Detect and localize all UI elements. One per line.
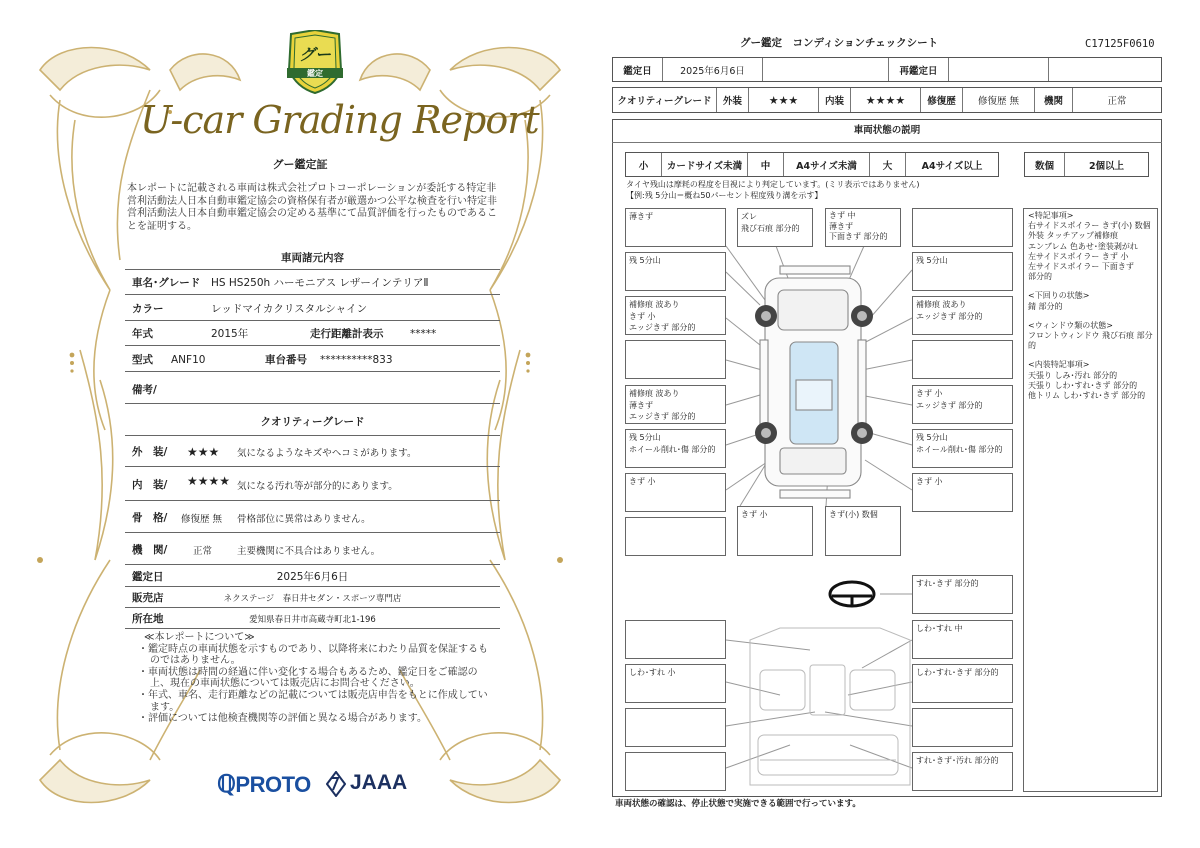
model-label: 型式 bbox=[132, 354, 153, 366]
engine-value: 正常 bbox=[193, 545, 213, 557]
frame-desc: 骨格部位に異常はありません。 bbox=[237, 513, 371, 525]
quality-grade-heading: クオリティーグレード bbox=[260, 416, 365, 428]
chassis-label: 車台番号 bbox=[265, 354, 307, 366]
note-box: きず 小 エッジきず 部分的 bbox=[912, 385, 1013, 424]
note-box bbox=[912, 708, 1013, 747]
note-box: すれ･きず 部分的 bbox=[912, 575, 1013, 614]
date-label: 鑑定日 bbox=[613, 58, 663, 81]
date-label: 鑑定日 bbox=[132, 571, 164, 583]
appraisal-row-date bbox=[125, 567, 500, 587]
exterior-desc: 気になるようなキズやヘコミがあります。 bbox=[237, 447, 417, 459]
goo-badge-logo bbox=[285, 30, 345, 94]
frame-value: 修復歴 無 bbox=[181, 513, 223, 525]
count-desc: 2個以上 bbox=[1088, 160, 1125, 172]
interior-text: 天張り しみ･汚れ 部分的 天張り しわ･すれ･きず 部分的 他トリム しわ･すれ･きず 部分的 bbox=[1028, 370, 1146, 401]
quality-row-exterior bbox=[125, 437, 500, 467]
note-item: ・年式、車名、走行距離などの記載については販売店申告をもとに作成しています。 bbox=[138, 689, 488, 713]
vehicle-specs-heading: 車両諸元内容 bbox=[281, 252, 344, 264]
year-value: 2015年 bbox=[211, 328, 249, 340]
interior-title: <内装特記事項> bbox=[1028, 360, 1090, 370]
repair-history-label: 修復歴 bbox=[921, 88, 963, 112]
dealer-value: ネクステージ 春日井セダン・スポーツ専門店 bbox=[223, 593, 402, 604]
mileage-label: 走行距離計表示 bbox=[310, 328, 384, 340]
sheet-id: C17125F0610 bbox=[1085, 38, 1155, 50]
note-box: きず(小) 数個 bbox=[825, 506, 901, 556]
quality-row-interior bbox=[125, 469, 500, 501]
spec-row-model bbox=[125, 348, 500, 372]
note-box bbox=[912, 340, 1013, 379]
quality-row-engine bbox=[125, 535, 500, 565]
under-title: <下回りの状態> bbox=[1028, 291, 1090, 301]
mileage-value: ***** bbox=[410, 327, 437, 340]
size-large: 大 bbox=[870, 153, 906, 176]
quality-row-frame bbox=[125, 503, 500, 533]
exterior-stars: ★★★ bbox=[187, 444, 220, 459]
special-title: <特記事項> bbox=[1028, 211, 1074, 220]
notes-label: 備考/ bbox=[132, 384, 157, 396]
color-label: カラー bbox=[132, 303, 164, 315]
note-box: 残 5分山 bbox=[625, 252, 726, 291]
repair-history-value: 修復歴 無 bbox=[963, 88, 1035, 112]
note-box: 残 5分山 bbox=[912, 252, 1013, 291]
name-label: 車名･グレード bbox=[132, 277, 201, 289]
proto-logo-text: PROTO bbox=[235, 772, 311, 797]
address-label: 所在地 bbox=[132, 613, 164, 625]
special-text: 右サイドスポイラー きず(小) 数個 外装 タッチアップ補修痕 エンブレム 色あせ･塗装剥がれ 左サイドスポイラー きず 小 左サイドスポイラー 下面きず 部分的 bbox=[1028, 221, 1151, 282]
note-box: しわ･すれ 中 bbox=[912, 620, 1013, 659]
window-text: フロントウィンドウ 飛び石痕 部分的 bbox=[1028, 331, 1153, 351]
appraisal-row-dealer bbox=[125, 588, 500, 608]
engine-value: 正常 bbox=[1107, 96, 1127, 107]
badge-kantei-text: 鑑定 bbox=[307, 69, 323, 78]
note-box: しわ･すれ 小 bbox=[625, 664, 726, 703]
engine-label: 機 関/ bbox=[132, 544, 168, 556]
note-box: 補修痕 波あり 薄きず エッジきず 部分的 bbox=[625, 385, 726, 424]
certificate-statement: 本レポートに記載される車両は株式会社プロトコーポレーションが委託する特定非営利活動法人日本自動車鑑定協会の資格保有者が厳選かつ公平な検査を行い特定非営利活動法人日本自動車鑑定協会の定める基準にて品質評価を行ったものであることを証明する。 bbox=[127, 183, 497, 232]
ucar-grading-report-title: U-car Grading Report bbox=[140, 98, 539, 142]
note-box: 残 5分山 ホイール削れ･傷 部分的 bbox=[912, 429, 1013, 468]
quality-grade-label: クオリティーグレード bbox=[613, 88, 717, 112]
note-box: きず 小 bbox=[737, 506, 813, 556]
note-box: きず 中 薄きず 下面きず 部分的 bbox=[825, 208, 901, 247]
note-box: きず 小 bbox=[625, 473, 726, 512]
size-small-desc: カードサイズ未満 bbox=[662, 153, 748, 176]
date-value: 2025年6月6日 bbox=[663, 58, 763, 81]
spec-row-color bbox=[125, 297, 500, 321]
note-box bbox=[625, 340, 726, 379]
certificate-title: グー鑑定証 bbox=[272, 158, 328, 171]
spec-row-year bbox=[125, 322, 500, 346]
size-small: 小 bbox=[626, 153, 662, 176]
note-box: 補修痕 波あり エッジきず 部分的 bbox=[912, 296, 1013, 335]
dealer-label: 販売店 bbox=[132, 592, 164, 604]
badge-goo-text: グー bbox=[298, 45, 331, 64]
divider bbox=[125, 269, 500, 270]
note-box bbox=[912, 208, 1013, 247]
exterior-label: 外装 bbox=[717, 88, 749, 112]
special-notes-panel bbox=[1023, 208, 1158, 792]
color-value: レッドマイカクリスタルシャイン bbox=[211, 303, 368, 315]
model-value: ANF10 bbox=[171, 353, 206, 366]
interior-label: 内 装/ bbox=[132, 479, 168, 491]
note-item: ・評価については他検査機関等の評価と異なる場合があります。 bbox=[138, 713, 427, 725]
note-box: 残 5分山 ホイール削れ･傷 部分的 bbox=[625, 429, 726, 468]
note-box: きず 小 bbox=[912, 473, 1013, 512]
note-item: ・鑑定時点の車両状態を示すものであり、以降将来にわたり品質を保証するものではありません。 bbox=[138, 643, 488, 667]
window-title: <ウィンドウ類の状態> bbox=[1028, 320, 1113, 330]
note-box bbox=[625, 752, 726, 791]
appraisal-row-address bbox=[125, 609, 500, 629]
note-box: すれ･きず･汚れ 部分的 bbox=[912, 752, 1013, 791]
notes-title: ≪本レポートについて≫ bbox=[144, 632, 255, 643]
exterior-stars: ★★★ bbox=[749, 88, 819, 112]
size-large-desc: A4サイズ以上 bbox=[921, 160, 983, 172]
proto-mark-icon: ℚ bbox=[217, 771, 236, 798]
name-value: HS HS250h ハーモニアス レザーインテリアⅡ bbox=[211, 277, 429, 289]
note-box: 補修痕 波あり きず 小 エッジきず 部分的 bbox=[625, 296, 726, 335]
condition-title: 車両状態の説明 bbox=[612, 119, 1162, 143]
note-box: 薄きず bbox=[625, 208, 726, 247]
note-box bbox=[625, 517, 726, 556]
engine-desc: 主要機関に不具合はありません。 bbox=[237, 545, 381, 557]
jaaa-mark-icon bbox=[326, 771, 346, 797]
year-label: 年式 bbox=[132, 328, 153, 340]
tire-note-example: 【例:残 5分山＝概ね50パーセント程度残り溝を示す】 bbox=[626, 190, 823, 200]
interior-label: 内装 bbox=[819, 88, 851, 112]
spec-row-notes bbox=[125, 376, 500, 404]
exterior-label: 外 装/ bbox=[132, 446, 168, 458]
interior-desc: 気になる汚れ等が部分的にあります。 bbox=[237, 480, 398, 492]
note-item: ・車両状態は時間の経過に伴い変化する場合もあるため、鑑定日をご確認の上、現在の車両状態については販売店にお問合せください。 bbox=[138, 666, 478, 690]
note-box bbox=[625, 620, 726, 659]
jaaa-logo-text: JAAA bbox=[350, 771, 408, 794]
under-text: 錆 部分的 bbox=[1028, 301, 1063, 311]
sheet-title: グー鑑定 コンディションチェックシート bbox=[740, 37, 939, 49]
date-value: 2025年6月6日 bbox=[276, 571, 349, 583]
note-box bbox=[625, 708, 726, 747]
redate-label: 再鑑定日 bbox=[889, 58, 949, 81]
note-box: しわ･すれ･きず 部分的 bbox=[912, 664, 1013, 703]
size-medium: 中 bbox=[748, 153, 784, 176]
chassis-value: **********833 bbox=[320, 353, 393, 366]
interior-stars: ★★★★ bbox=[851, 88, 921, 112]
engine-label: 機関 bbox=[1035, 88, 1073, 112]
size-medium-desc: A4サイズ未満 bbox=[784, 153, 870, 176]
tire-note-line: タイヤ残山は摩耗の程度を目視により判定しています。(ミリ表示ではありません) bbox=[626, 180, 920, 189]
condition-check-sheet bbox=[600, 0, 1200, 848]
frame-label: 骨 格/ bbox=[132, 512, 168, 524]
spec-row-name bbox=[125, 271, 500, 295]
footnote: 車両状態の確認は、停止状態で実施できる範囲で行っています。 bbox=[615, 799, 861, 809]
divider bbox=[125, 435, 500, 436]
proto-logo bbox=[217, 770, 311, 799]
address-value: 愛知県春日井市高蔵寺町北1-196 bbox=[249, 614, 376, 625]
note-box: ズレ 飛び石痕 部分的 bbox=[737, 208, 813, 247]
report-notes bbox=[138, 632, 493, 725]
interior-stars: ★★★★ bbox=[187, 473, 231, 488]
count-label: 数個 bbox=[1025, 153, 1065, 176]
